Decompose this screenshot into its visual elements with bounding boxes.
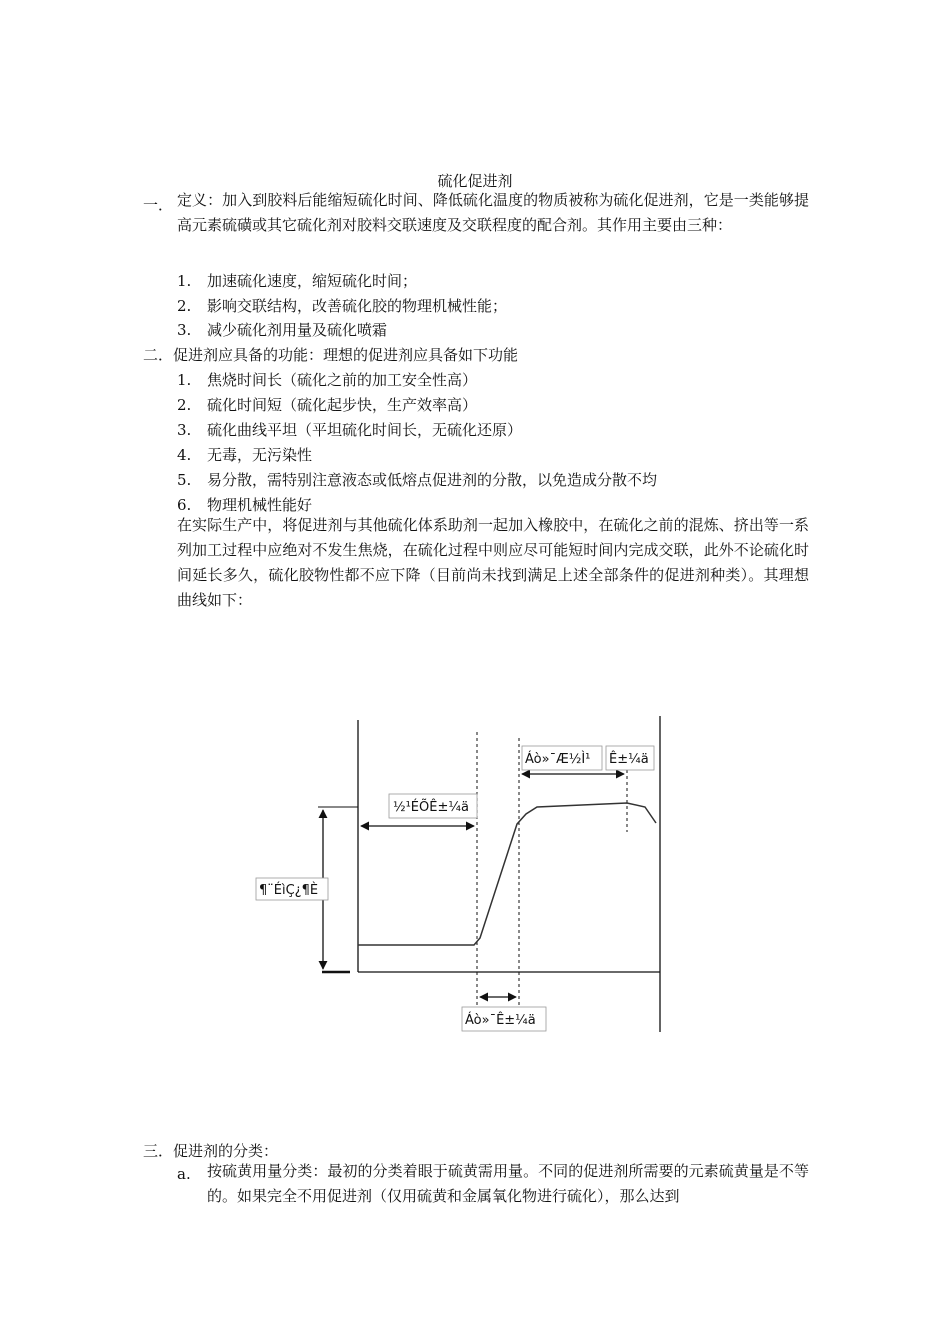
list-item-text: 加速硫化速度，缩短硫化时间； [207,272,418,290]
list-item [177,319,387,340]
list-item-number: 3. [177,421,192,439]
section-2-marker: 二． [143,346,174,364]
list-item [177,394,477,415]
list-item-text: 无毒，无污染性 [207,446,313,464]
scorch-time-label: ½¹ÉÕÊ±¼ä [393,800,469,815]
list-item-number: 4. [177,446,192,464]
list-item-number: a. [177,1165,191,1183]
page-title: 硫化促进剂 [437,172,513,190]
list-item-text: 影响交联结构，改善硫化胶的物理机械性能； [207,297,508,315]
list-item-marker-row [177,1165,191,1183]
list-item [177,270,417,291]
section-2-paragraph: 在实际生产中，将促进剂与其他硫化体系助剂一起加入橡胶中，在硫化之前的混炼、挤出等一系列加工过程中应绝对不发生焦烧，在硫化过程中则应尽可能短时间内完成交联，此外不论硫化时间延长多久，硫化胶物性都不应下降（目前尚未找到满足上述全部条件的促进剂种类）。其理想曲线如下： [177,516,809,609]
section-1-marker: 一． [143,196,174,214]
list-item-number: 2. [177,297,192,315]
list-item [177,295,507,316]
list-item-number: 3. [177,321,192,339]
cure-curve [358,803,656,945]
list-item-number: 2. [177,396,192,414]
section-2-heading [143,344,518,365]
cure-time-label: Áò»¯Ê±¼ä [465,1013,536,1028]
list-item [177,369,477,390]
list-item-text: 按硫黄用量分类：最初的分类着眼于硫黄需用量。不同的促进剂所需要的元素硫黄量是不等的。如果完全不用促进剂（仅用硫黄和金属氧化物进行硫化），那么达到 [207,1162,809,1205]
cure-curve-diagram [250,710,670,1040]
list-item [177,469,657,490]
section-3-text: 促进剂的分类： [173,1142,279,1160]
section-1-text: 定义：加入到胶料后能缩短硫化时间、降低硫化温度的物质被称为硫化促进剂，它是一类能够提高元素硫磺或其它硫化剂对胶料交联速度及交联程度的配合剂。其作用主要由三种： [177,191,809,234]
list-item [177,494,312,515]
list-item-number: 6. [177,496,192,514]
list-item-text: 减少硫化剂用量及硫化喷霜 [207,321,388,339]
list-item-text: 物理机械性能好 [207,496,313,514]
list-item [177,419,522,440]
list-item-text: 易分散，需特别注意液态或低熔点促进剂的分散，以免造成分散不均 [207,471,658,489]
plateau-label-b: Ê±¼ä [609,752,649,767]
plateau-label-a: Áò»¯Æ½Ì¹ [525,752,591,767]
list-item-text: 硫化曲线平坦（平坦硫化时间长，无硫化还原） [207,421,523,439]
section-2-text: 促进剂应具备的功能：理想的促进剂应具备如下功能 [173,346,519,364]
list-item-text: 焦烧时间长（硫化之前的加工安全性高） [207,371,478,389]
list-item-number: 5. [177,471,192,489]
list-item-number: 1. [177,371,192,389]
list-item [177,444,312,465]
list-item-number: 1. [177,272,192,290]
section-3-heading [143,1140,278,1161]
list-item-text: 硫化时间短（硫化起步快，生产效率高） [207,396,478,414]
section-3-marker: 三． [143,1142,174,1160]
torque-label: ¶¨ÉìÇ¿¶È [259,883,319,898]
